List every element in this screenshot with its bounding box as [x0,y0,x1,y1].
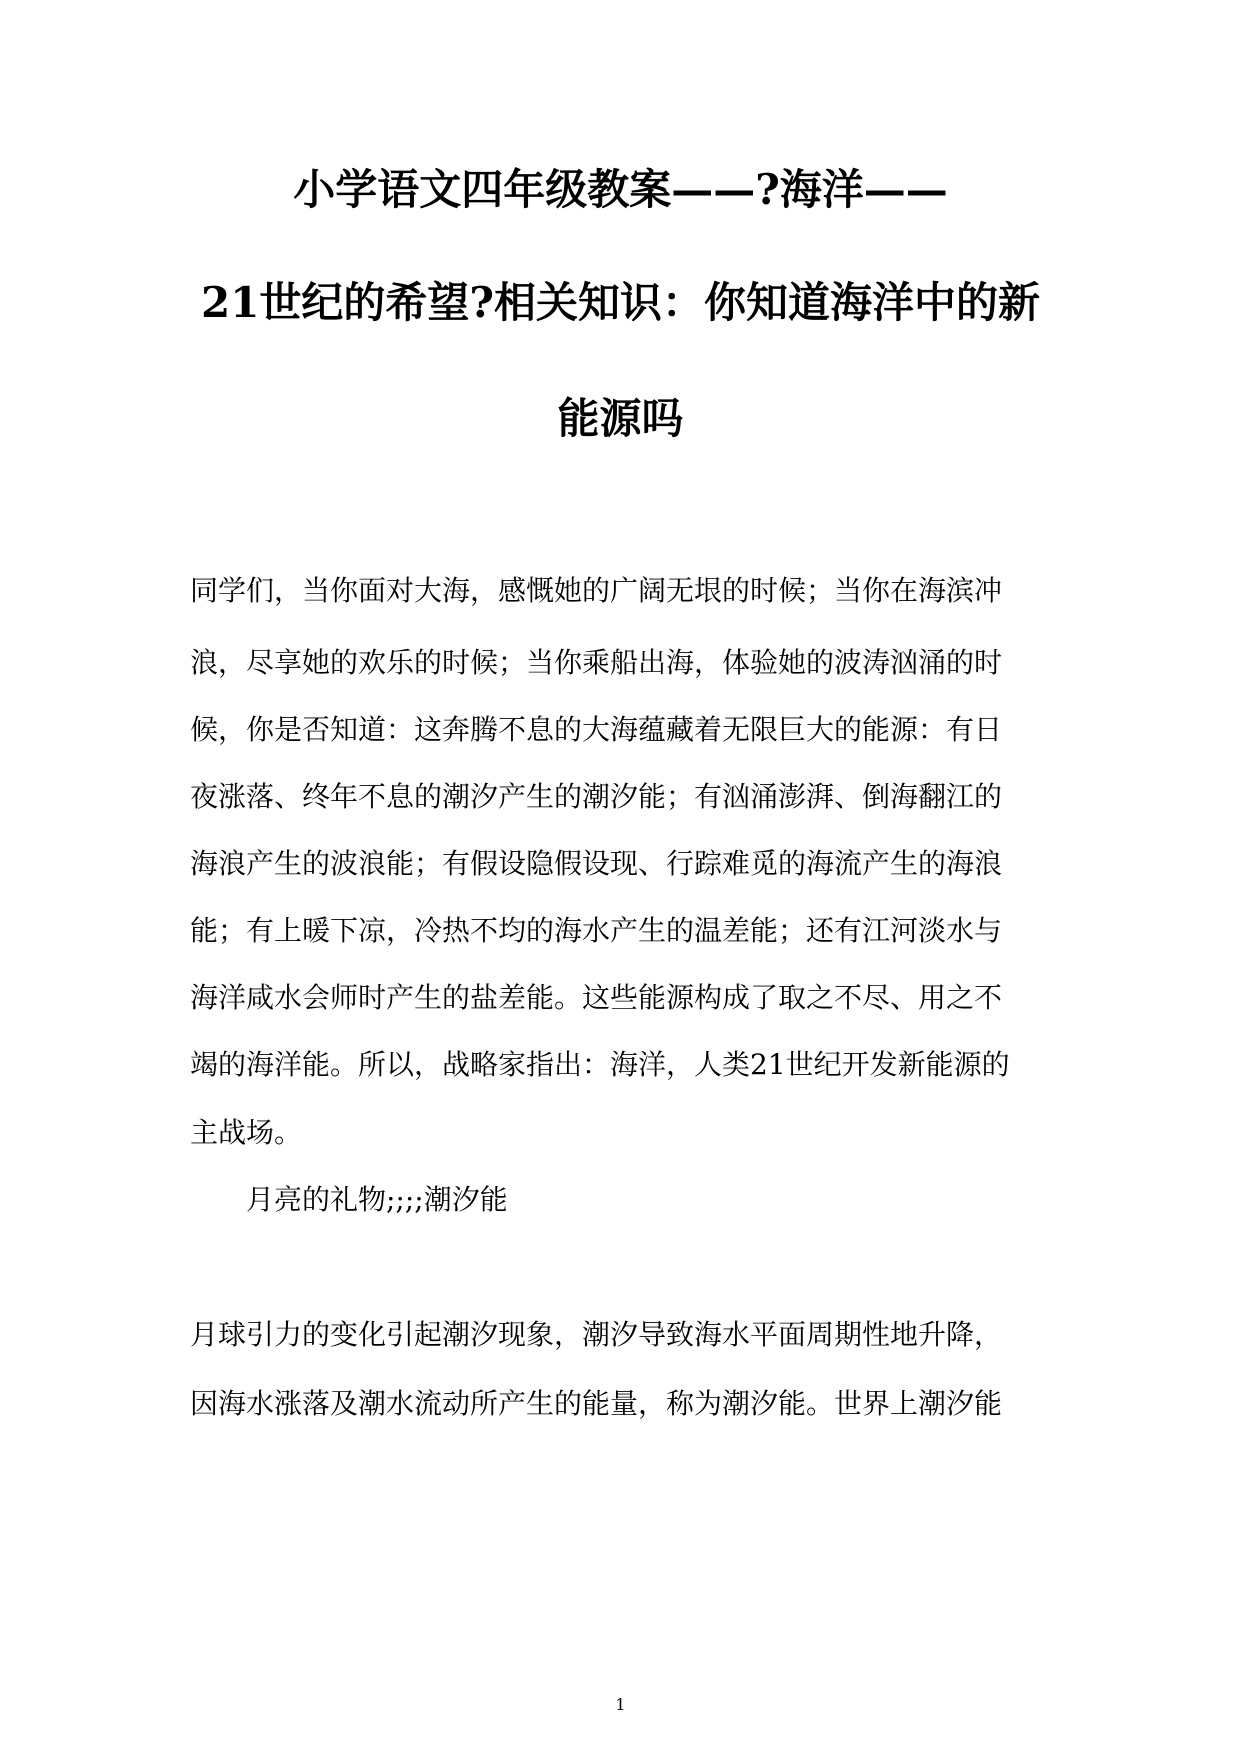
document-title-line-2: 21世纪的希望?相关知识：你知道海洋中的新 [200,278,1041,327]
paragraph-line: 候，你是否知道：这奔腾不息的大海蕴藏着无限巨大的能源：有日 [190,713,1003,746]
paragraph-line: 同学们，当你面对大海，感慨她的广阔无垠的时候；当你在海滨冲 [190,574,1003,607]
paragraph-line: 能；有上暖下凉，冷热不均的海水产生的温差能；还有江河淡水与 [190,914,1003,947]
document-title-line-3: 能源吗 [557,394,684,443]
page-number: 1 [615,1695,626,1714]
paragraph-line: 竭的海洋能。所以，战略家指出：海洋，人类21世纪开发新能源的 [190,1048,1010,1081]
paragraph-line: 海浪产生的波浪能；有假设隐假设现、行踪难觅的海流产生的海浪 [190,847,1003,880]
paragraph-line: 夜涨落、终年不息的潮汐产生的潮汐能；有汹涌澎湃、倒海翻江的 [190,780,1003,813]
document-title-line-1: 小学语文四年级教案——?海洋—— [293,165,948,214]
paragraph-line: 因海水涨落及潮水流动所产生的能量，称为潮汐能。世界上潮汐能 [190,1387,1003,1420]
paragraph-line: 月球引力的变化引起潮汐现象，潮汐导致海水平面周期性地升降， [190,1318,1003,1351]
paragraph-line: 主战场。 [190,1116,303,1149]
paragraph-line: 海洋咸水会师时产生的盐差能。这些能源构成了取之不尽、用之不 [190,981,1003,1014]
section-subheading: 月亮的礼物;;;;潮汐能 [246,1183,508,1216]
paragraph-line: 浪，尽享她的欢乐的时候；当你乘船出海，体验她的波涛汹涌的时 [190,646,1003,679]
